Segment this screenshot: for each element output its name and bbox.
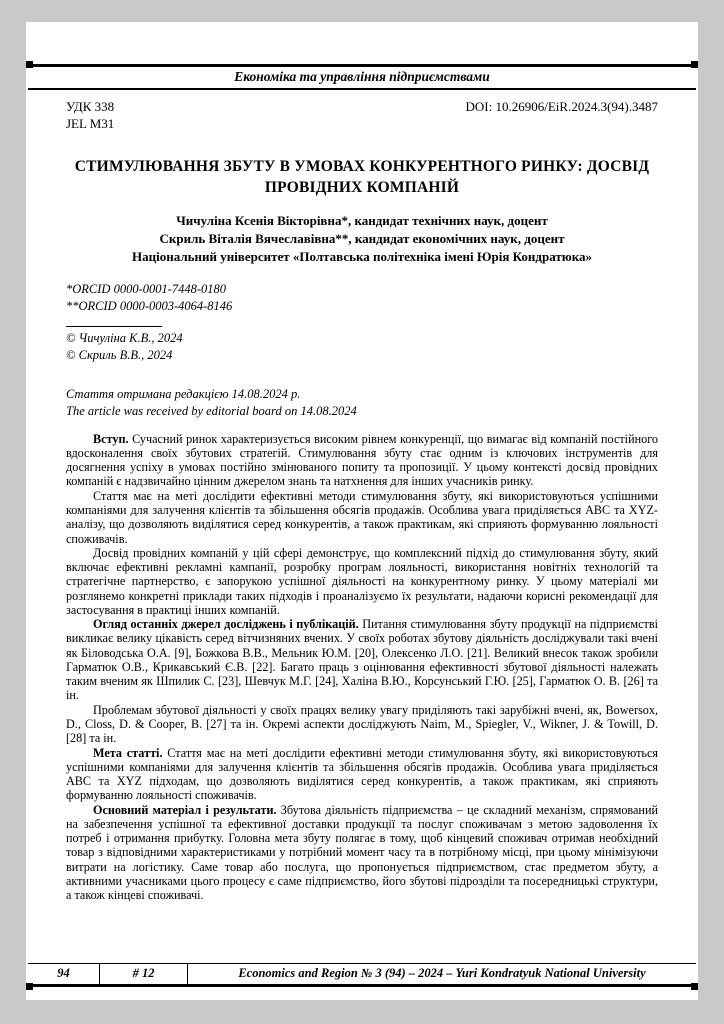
orcid-line: *ORCID 0000-0001-7448-0180 xyxy=(66,282,227,297)
meta-left xyxy=(66,99,114,133)
paragraph-lead: Мета статті. xyxy=(93,745,168,760)
orcid-block xyxy=(66,281,658,315)
affiliation-line: Національний університет «Полтавська політехніка імені Юрія Кондратюка» xyxy=(132,249,592,264)
jel-code: JEL M31 xyxy=(66,115,115,131)
paragraph-text: Сучасний ринок характеризується високим рівнем конкуренції, що вимагає від компаній постійного вдосконалення своїх збутових стратегій. Стимулювання збуту стає одним із ключових інструментів для досягнення успіху в умовах постійно змінюваного попиту та пропозиції. У цьому контексті досвід провідних компаній є надзвичайно цінним джерелом знань та натхнення для інших учасників ринку. xyxy=(66,431,658,489)
paragraph-text: Проблемам збутової діяльності у своїх працях велику увагу приділяють такі зарубіжні вчені, як, Bowersox, D., Closs, D. & Cooper, B. [27] та ін. Окремі аспекти досліджують Naim, M., Spiegler, V., Wikner, J. & Towill, D. [28] та ін. xyxy=(66,702,658,746)
copyright-line: © Скриль В.В., 2024 xyxy=(66,348,173,363)
paragraph-lead: Основний матеріал і результати. xyxy=(93,802,281,817)
issue-mark: # 12 xyxy=(100,964,188,984)
corner-square-icon xyxy=(691,61,698,68)
paragraph-lead: Огляд останніх джерел досліджень і публікацій. xyxy=(93,617,363,632)
journal-title-footer: Economics and Region № 3 (94) – 2024 – Yuri Kondratyuk National University xyxy=(238,966,646,980)
corner-square-icon xyxy=(26,983,33,990)
paragraph-text: Досвід провідних компаній у цій сфері демонструє, що комплексний підхід до стимулювання збуту, який включає ефективні рекламні кампанії, розробку програм лояльності, використання новітніх технологій та стратегічне партнерство, є запорукою успішної діяльності на конкурентному ринку. У цьому матеріалі ми розглянемо конкретні приклади таких підходів і проаналізуємо їх результати, надаючи корисні рекомендації для застосування в практиці інших компаній. xyxy=(66,545,658,617)
paragraph xyxy=(66,546,658,617)
author-line: Скриль Віталія Вячеславівна**, кандидат економічних наук, доцент xyxy=(159,230,565,246)
corner-square-icon xyxy=(26,61,33,68)
paragraph-lead: Вступ. xyxy=(93,431,133,446)
orcid-line: **ORCID 0000-0003-4064-8146 xyxy=(66,299,233,314)
authors-block xyxy=(66,212,658,267)
article-page xyxy=(26,22,698,1000)
paragraph-text: Питання стимулювання збуту продукції на підприємстві викликає велику цікавість серед вітчизняних вчених. У своїх роботах збутову діяльність досліджували такі вчені як Біловодська О.А. [9], Божкова В.В., Мельник Ю.М. [20], Олексенко Л.О. [21]. Великий внесок також зробили Гарматюк О.В., Крикавський Є.В. [22]. Багато праць з оцінювання ефективності збутової діяльності належать таким вченим як Шпилик С. [23], Шевчук М.Г. [24], Халіна В.Ю., Корсунський Г.Ю. [25], Гарматюк О. В. [26] та ін. xyxy=(66,617,659,703)
author-line: Чичуліна Ксенія Вікторівна*, кандидат технічних наук, доцент xyxy=(176,212,548,228)
paragraph xyxy=(66,703,658,746)
page-number: 94 xyxy=(28,964,100,984)
udk-code: УДК 338 xyxy=(66,99,115,114)
doi-code: DOI: 10.26906/EiR.2024.3(94).3487 xyxy=(465,99,658,114)
copyright-divider xyxy=(66,326,162,327)
article-title: СТИМУЛЮВАННЯ ЗБУТУ В УМОВАХ КОНКУРЕНТНОГО РИНКУ: ДОСВІД ПРОВІДНИХ КОМПАНІЙ xyxy=(74,157,650,196)
received-block xyxy=(66,386,658,420)
paragraph-goal xyxy=(66,746,658,803)
paragraph-literature-review xyxy=(66,617,658,703)
meta-row xyxy=(66,99,658,133)
received-line-uk: Стаття отримана редакцією 14.08.2024 р. xyxy=(66,386,301,401)
paragraph-text: Збутова діяльність підприємства – це складний механізм, спрямований на забезпечення успішної та ефективної доставки продукції та послуг споживачам з метою задоволення їх потреб і отримання прибутку. Головна мета збуту полягає в тому, щоб кінцевий споживач отримав необхідний товар з відповідними характеристиками у потрібний момент часу та в потрібному місці, при цьому мінімізуючи витрати на логістику. Саме товар або послуга, що пропонується підприємством, стає предметом збуту, а активними учасниками цього процесу є саме підприємство, його збутові підрозділи та посередницькі структури, а також кінцеві споживачі. xyxy=(66,802,658,903)
journal-section-title: Економіка та управління підприємствами xyxy=(234,69,490,84)
received-line-en: The article was received by editorial board on 14.08.2024 xyxy=(66,403,357,418)
page-footer xyxy=(28,963,696,987)
paragraph-intro xyxy=(66,432,658,489)
corner-square-icon xyxy=(691,983,698,990)
paragraph-text: Стаття має на меті дослідити ефективні методи стимулювання збуту, які використовуються успішними компаніями для залучення клієнтів та збільшення обсягів продажів. Особлива увага приділяється ABC та XYZ підходам, що дозволяють виділятися серед конкурентів, а також практикам, які сприяють формуванню лояльності споживачів. xyxy=(66,745,658,803)
journal-section-header xyxy=(28,64,696,90)
article-body xyxy=(66,432,658,903)
paragraph-text: Стаття має на меті дослідити ефективні методи стимулювання збуту, які використовуються успішними компаніями для залучення клієнтів та збільшення обсягів продажів. Особлива увага приділяється ABC та XYZ-аналізу, що дозволяють виділятися серед конкурентів, а також практикам, які сприяють формуванню лояльності споживачів. xyxy=(66,488,658,546)
copyright-block xyxy=(66,330,658,365)
paragraph xyxy=(66,489,658,546)
paragraph-main-material xyxy=(66,803,658,903)
copyright-line: © Чичуліна К.В., 2024 xyxy=(66,330,183,345)
